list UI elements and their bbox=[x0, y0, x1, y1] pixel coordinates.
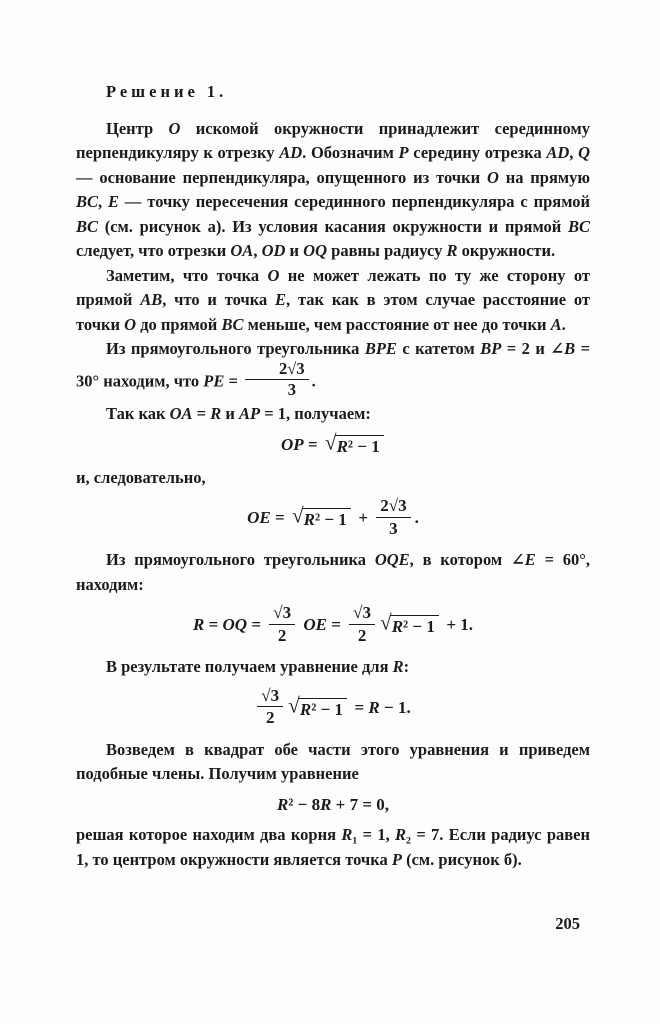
fraction-denominator: 2 bbox=[265, 708, 275, 728]
sentence-period: . bbox=[414, 508, 419, 528]
radical bbox=[288, 692, 347, 721]
fraction-denominator: 2 bbox=[277, 625, 287, 645]
fraction-sqrt3-over-2 bbox=[269, 603, 295, 645]
fraction-numerator: √3 bbox=[257, 686, 283, 708]
paragraph-consequently: и, следовательно, bbox=[76, 467, 206, 487]
radicand: R² − 1 bbox=[390, 615, 439, 638]
formula-op-lhs: OP = bbox=[281, 435, 322, 455]
formula-op bbox=[76, 430, 590, 458]
formula-r-oq bbox=[76, 605, 590, 647]
sqrt-glyph: √ bbox=[324, 430, 337, 455]
solution-heading: Решение 1. bbox=[106, 82, 228, 101]
formula-oe-lhs: OE = bbox=[247, 508, 289, 528]
paragraph-equation-for-r: В результате получаем уравнение для R: bbox=[106, 657, 410, 677]
formula-equation-rhs: = R − 1. bbox=[350, 697, 411, 717]
radicand: R² − 1 bbox=[302, 508, 351, 531]
formula-quadratic: R² − 8R + 7 = 0, bbox=[276, 794, 390, 814]
paragraph-triangle-oqe: Из прямоугольного треугольника OQE, в котором ∠E = 60°, находим: bbox=[76, 550, 590, 594]
fraction-numerator: √3 bbox=[269, 603, 295, 625]
fraction-sqrt3-over-2 bbox=[349, 603, 375, 645]
page-number: 205 bbox=[555, 914, 580, 933]
sqrt-glyph: √ bbox=[288, 692, 300, 717]
sqrt-glyph: √ bbox=[291, 503, 304, 528]
fraction-2sqrt3-over-3 bbox=[376, 496, 410, 538]
solution-text-block bbox=[76, 80, 590, 872]
sentence-period: . bbox=[311, 370, 316, 390]
fraction-denominator: 3 bbox=[389, 518, 398, 538]
fraction-numerator: 2√3 bbox=[376, 496, 410, 518]
fraction-denominator: 3 bbox=[287, 380, 296, 400]
paragraph-circle-center: Центр O искомой окружности принадлежит серединному перпендикуляру к отрезку AD. Обозначим P середину отрезка AD, Q — основание перпендикуляра, опущенного из точки O на прямую BC, E — точку пересечения серединного перпендикуляра с прямой BC (см. рисунок а). Из условия касания окружности и прямой BC следует, что отрезки OA, OD и OQ равны радиусу R окружности. bbox=[76, 118, 591, 260]
paragraph-oa-ap: Так как OA = R и AP = 1, получаем: bbox=[106, 404, 371, 424]
formula-r-oq-lhs: R = OQ = bbox=[192, 615, 266, 635]
radicand: R² − 1 bbox=[298, 698, 347, 721]
fraction-denominator: 2 bbox=[357, 625, 367, 645]
fraction-numerator: 2√3 bbox=[245, 360, 309, 381]
formula-r-oq-tail: + 1. bbox=[442, 615, 474, 635]
fraction-2sqrt3-over-3 bbox=[245, 360, 309, 401]
paragraph-square-both-sides: Возведем в квадрат обе части этого уравнения и приведем подобные члены. Получим уравнение bbox=[76, 739, 590, 784]
plus-sign: + bbox=[354, 508, 373, 528]
radical bbox=[380, 610, 439, 638]
paragraph-point-o-position: Заметим, что точка O не может лежать по ту же сторону от прямой AB, что и точка E, так как в этом случае расстояние от точки O до прямой BC меньше, чем расстояние от нее до точки A. bbox=[76, 265, 590, 334]
radical bbox=[324, 430, 384, 458]
paragraph-triangle-bpe-text: Из прямоугольного треугольника BPE с катетом BP = 2 и ∠B = 30° находим, что PE = bbox=[76, 339, 591, 390]
paragraph-roots: решая которое находим два корня R₁ = 1, R₂ = 7. Если радиус равен 1, то центром окружности является точка P (см. рисунок б). bbox=[76, 825, 590, 869]
fraction-sqrt3-over-2 bbox=[257, 686, 283, 728]
fraction-numerator: √3 bbox=[349, 603, 375, 625]
formula-r-oq-mid: OE = bbox=[303, 615, 346, 635]
radicand: R² − 1 bbox=[335, 435, 384, 458]
radical bbox=[291, 503, 351, 531]
formula-equation bbox=[76, 685, 590, 730]
sqrt-glyph: √ bbox=[380, 610, 392, 635]
paragraph-triangle-bpe bbox=[76, 337, 590, 402]
formula-oe bbox=[76, 498, 590, 540]
